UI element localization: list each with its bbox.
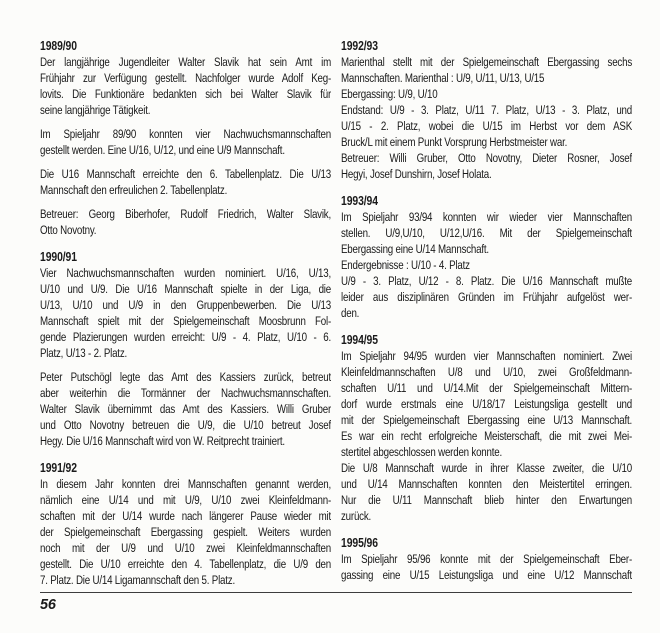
- text-line: gestellt. Die U/10 erreichte den 4. Tabellenplatz, die U/9 den: [40, 557, 332, 571]
- text-line: Im Spieljahr 94/95 wurden vier Mannschaften nominiert. Zwei: [341, 349, 633, 363]
- text-line: Hegyi, Josef Dunshirn, Josef Holata.: [341, 167, 492, 181]
- text-line: Ebergassing eine U/14 Mannschaft.: [341, 242, 489, 256]
- text-column-right-content: [341, 38, 632, 583]
- text-line: Endstand: U/9 - 3. Platz, U/11 7. Platz, U/13 - 3. Platz, und: [341, 103, 633, 117]
- text-line: Endergebnisse : U/10 - 4. Platz: [341, 258, 470, 272]
- text-line: Otto Novotny.: [40, 223, 97, 237]
- text-line: Im Spieljahr 89/90 konnten vier Nachwuchsmannschaften: [40, 127, 332, 141]
- paragraph: [40, 476, 331, 588]
- text-line: lovits. Die Funktionäre bedankten sich bei Walter Slavik für: [40, 87, 332, 101]
- text-line: U/15 - 2. Platz, wobei die U/15 im Herbst vor dem ASK: [341, 119, 633, 133]
- text-line: schaften U/11 und U/14.Mit der Spielgemeinschaft Mittern-: [341, 381, 633, 395]
- text-line: U/9 - 3. Platz, U/12 - 8. Platz. Die U/16 Mannschaft mußte: [341, 274, 633, 288]
- year-section: [341, 38, 632, 182]
- year-heading: 1991/92: [40, 460, 77, 475]
- text-line: schaften mit der U/14 wurde nach längerer Pause wieder mit: [40, 509, 332, 523]
- text-line: Walter Slavik übernimmt das Amt des Kassiers. Willi Gruber: [40, 402, 332, 416]
- year-heading: 1994/95: [341, 332, 378, 347]
- year-heading: 1993/94: [341, 193, 378, 208]
- text-line: dorf wurde erstmals eine U/18/17 Leistungsliga gestellt und: [341, 397, 633, 411]
- year-section: [40, 249, 331, 449]
- text-line: zurück.: [341, 509, 372, 523]
- paragraph: [341, 348, 632, 460]
- text-line: Die U/8 Mannschaft wurde in ihrer Klasse zweiter, die U/10: [341, 461, 633, 475]
- paragraph: [341, 102, 632, 150]
- text-line: den.: [341, 306, 360, 320]
- text-line: Hegy. Die U/16 Mannschaft wird von W. Reitprecht trainiert.: [40, 434, 285, 448]
- footer-divider: [40, 592, 632, 593]
- year-heading: 1990/91: [40, 249, 77, 264]
- year-section: [40, 460, 331, 588]
- text-line: Peter Putschögl legte das Amt des Kassiers zurück, betreut: [40, 370, 332, 384]
- text-line: Der langjährige Jugendleiter Walter Slavik hat sein Amt im: [40, 55, 332, 69]
- paragraph: [40, 369, 331, 449]
- paragraph: [341, 209, 632, 257]
- text-line: U/10 und U/9. Die U/16 Mannschaft spielte in der Liga, die: [40, 282, 332, 296]
- year-section: [341, 193, 632, 321]
- year-section: [341, 535, 632, 583]
- paragraph: [341, 257, 632, 273]
- text-line: leider aus disziplinären Gründen im Frühjahr aufgelöst wer-: [341, 290, 633, 304]
- text-line: Ebergassing: U/9, U/10: [341, 87, 438, 101]
- text-line: Mannschaften. Marienthal : U/9, U/11, U/13, U/15: [341, 71, 545, 85]
- text-line: mit der Spielgemeinschaft Ebergassing eine U/13 Mannschaft.: [341, 413, 633, 427]
- year-section: [341, 332, 632, 524]
- text-line: seine langjährige Tätigkeit.: [40, 103, 151, 117]
- text-line: Betreuer: Georg Biberhofer, Rudolf Friedrich, Walter Slavik,: [40, 207, 332, 221]
- year-heading: 1992/93: [341, 38, 378, 53]
- year-heading: 1989/90: [40, 38, 77, 53]
- text-line: Betreuer: Willi Gruber, Otto Novotny, Dieter Rosner, Josef: [341, 151, 633, 165]
- text-line: gende Plazierungen wurden erreicht: U/9 - 4. Platz, U/10 - 6.: [40, 330, 332, 344]
- text-line: Die U16 Mannschaft erreichte den 6. Tabellenplatz. Die U/13: [40, 167, 332, 181]
- paragraph: [341, 54, 632, 86]
- paragraph: [341, 460, 632, 524]
- paragraph: [40, 126, 331, 158]
- text-line: der Spielgemeinschaft Ebergassing gespielt. Weiters wurden: [40, 525, 332, 539]
- text-line: Nur die U/11 Mannschaft blieb hinter den Erwartungen: [341, 493, 633, 507]
- paragraph: [40, 54, 331, 118]
- text-column-left: [40, 38, 331, 588]
- paragraph: [40, 166, 331, 198]
- text-line: Bruck/L mit einem Punkt Vorsprung Herbstmeister war.: [341, 135, 568, 149]
- text-line: 7. Platz. Die U/14 Ligamannschaft den 5. Platz.: [40, 573, 235, 587]
- text-column-right: [341, 38, 632, 583]
- text-line: aber weiterhin die Tormänner der Nachwuchsmannschaften.: [40, 386, 332, 400]
- year-heading: 1995/96: [341, 535, 378, 550]
- text-line: Platz, U/13 - 2. Platz.: [40, 346, 128, 360]
- text-line: Es war ein recht erfolgreiche Meisterschaft, die mit zwei Mei-: [341, 429, 633, 443]
- text-line: gassing eine U/15 Leistungsliga und eine U/12 Mannschaft: [341, 568, 633, 582]
- text-line: und U/14 Mannschaften konnten den Meistertitel erringen.: [341, 477, 633, 491]
- text-line: U/13, U/10 und U/9 in den Gruppenbewerben. Die U/13: [40, 298, 332, 312]
- page-number: 56: [40, 597, 56, 613]
- text-line: stellen. U/9,U/10, U/12,U/16. Mit der Spielgemeinschaft: [341, 226, 633, 240]
- paragraph: [40, 265, 331, 361]
- text-line: gestellt werden. Eine U/16, U/12, und eine U/9 Mannschaft.: [40, 143, 285, 157]
- text-line: Im Spieljahr 95/96 konnte mit der Spielgemeinschaft Eber-: [341, 552, 633, 566]
- text-line: nämlich eine U/14 und mit U/9, U/10 zwei Kleinfeldmann-: [40, 493, 332, 507]
- text-line: Marienthal stellt mit der Spielgemeinschaft Ebergassing sechs: [341, 55, 633, 69]
- text-line: und Otto Novotny betreuen die U/9, die U/10 betreut Josef: [40, 418, 332, 432]
- text-line: In diesem Jahr konnten drei Mannschaften genannt werden,: [40, 477, 332, 491]
- text-line: Frühjahr zur Verfügung gestellt. Nachfolger wurde Adolf Keg-: [40, 71, 332, 85]
- paragraph: [40, 206, 331, 238]
- text-line: noch mit der U/9 und U/10 zwei Kleinfeldmannschaften: [40, 541, 332, 555]
- year-section: [40, 38, 331, 238]
- text-line: Mannschaft den erfreulichen 2. Tabellenplatz.: [40, 183, 228, 197]
- text-column-left-content: [40, 38, 331, 588]
- text-line: Im Spieljahr 93/94 konnten wir wieder vier Mannschaften: [341, 210, 633, 224]
- text-line: Kleinfeldmannschaften U/8 und U/10, zwei Großfeldmann-: [341, 365, 633, 379]
- paragraph: [341, 86, 632, 102]
- paragraph: [341, 273, 632, 321]
- text-line: Vier Nachwuchsmannschaften wurden nominiert. U/16, U/13,: [40, 266, 332, 280]
- text-line: Mannschaft spielt mit der Spielgemeinschaft Moosbrunn Fol-: [40, 314, 332, 328]
- text-line: stertitel abgeschlossen werden konnte.: [341, 445, 503, 459]
- paragraph: [341, 150, 632, 182]
- paragraph: [341, 551, 632, 583]
